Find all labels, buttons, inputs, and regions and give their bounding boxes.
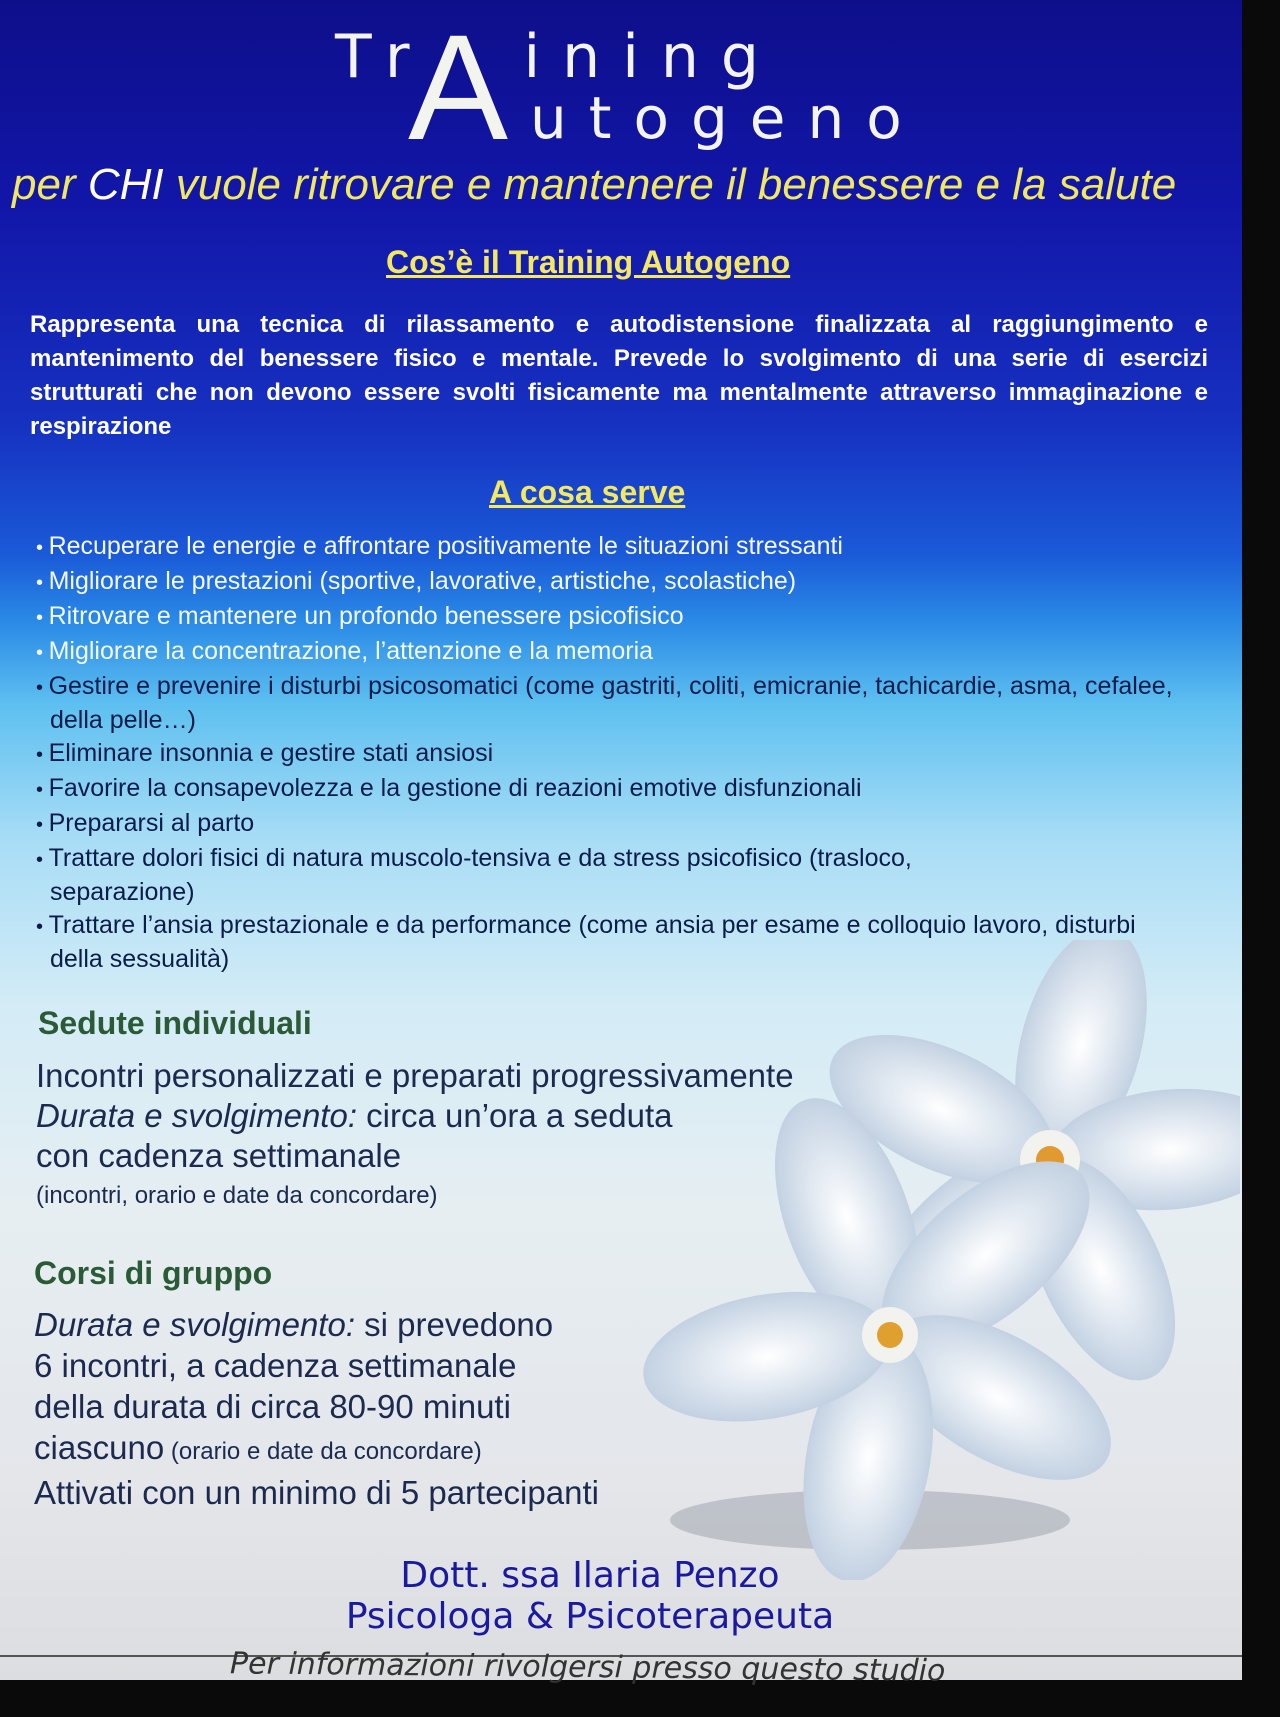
footer-note: Per informazioni rivolgersi presso questo studio [229,1646,946,1689]
group-heading: Corsi di gruppo [34,1255,273,1291]
title-line1: Tr ining [335,22,781,92]
group-details: Durata e svolgimento: si prevedono 6 incontri, a cadenza settimanale della durata di circa 80-90 minuti ciascuno (orario e date da concordare) Attivati con un minimo di 5 partecipanti [34,1306,599,1511]
list-item: • Recuperare le energie e affrontare positivamente le situazioni stressanti [34,530,1224,564]
uses-list [34,530,1224,976]
title-line2: utogeno [530,84,924,152]
individual-heading: Sedute individuali [38,1005,312,1041]
title-big-letter: A [408,3,509,171]
list-item: • Trattare l’ansia prestazionale e da performance (come ansia per esame e colloquio lavoro, disturbi della sessualità) [34,909,1224,975]
list-item: • Migliorare le prestazioni (sportive, lavorative, artistiche, scolastiche) [34,565,1224,599]
list-item: • Migliorare la concentrazione, l’attenzione e la memoria [34,635,1224,669]
description-paragraph: Rappresenta una tecnica di rilassamento e autodistensione finalizzata al raggiungimento e mantenimento del benessere fisico e mentale. Prevede lo svolgimento di una serie di esercizi strutturati che non devono essere svolti fisicamente ma mentalmente attraverso immaginazione e respirazione [30,311,1208,440]
individual-details: Incontri personalizzati e preparati progressivamente Durata e svolgimento: circa un’ora a seduta con cadenza settimanale (incontri, orario e date da concordare) [36,1057,794,1209]
list-item: • Eliminare insonnia e gestire stati ansiosi [34,737,1224,771]
list-item: • Trattare dolori fisici di natura muscolo-tensiva e da stress psicofisico (trasloco, separazione) [34,842,1224,908]
section-heading-uses: A cosa serve [489,474,686,510]
list-item: • Ritrovare e mantenere un profondo benessere psicofisico [34,600,1224,634]
list-item: • Gestire e prevenire i disturbi psicosomatici (come gastriti, coliti, emicranie, tachicardie, asma, cefalee, della pelle…) [34,670,1224,736]
signature: Dott. ssa Ilaria Penzo Psicologa & Psicoterapeuta [345,1555,835,1637]
flowers-illustration [620,940,1240,1580]
section-heading-what: Cos’è il Training Autogeno [386,244,791,280]
list-item: • Prepararsi al parto [34,807,1224,841]
list-item: • Favorire la consapevolezza e la gestione di reazioni emotive disfunzionali [34,772,1224,806]
subtitle: per CHI vuole ritrovare e mantenere il benessere e la salute [12,160,1177,209]
